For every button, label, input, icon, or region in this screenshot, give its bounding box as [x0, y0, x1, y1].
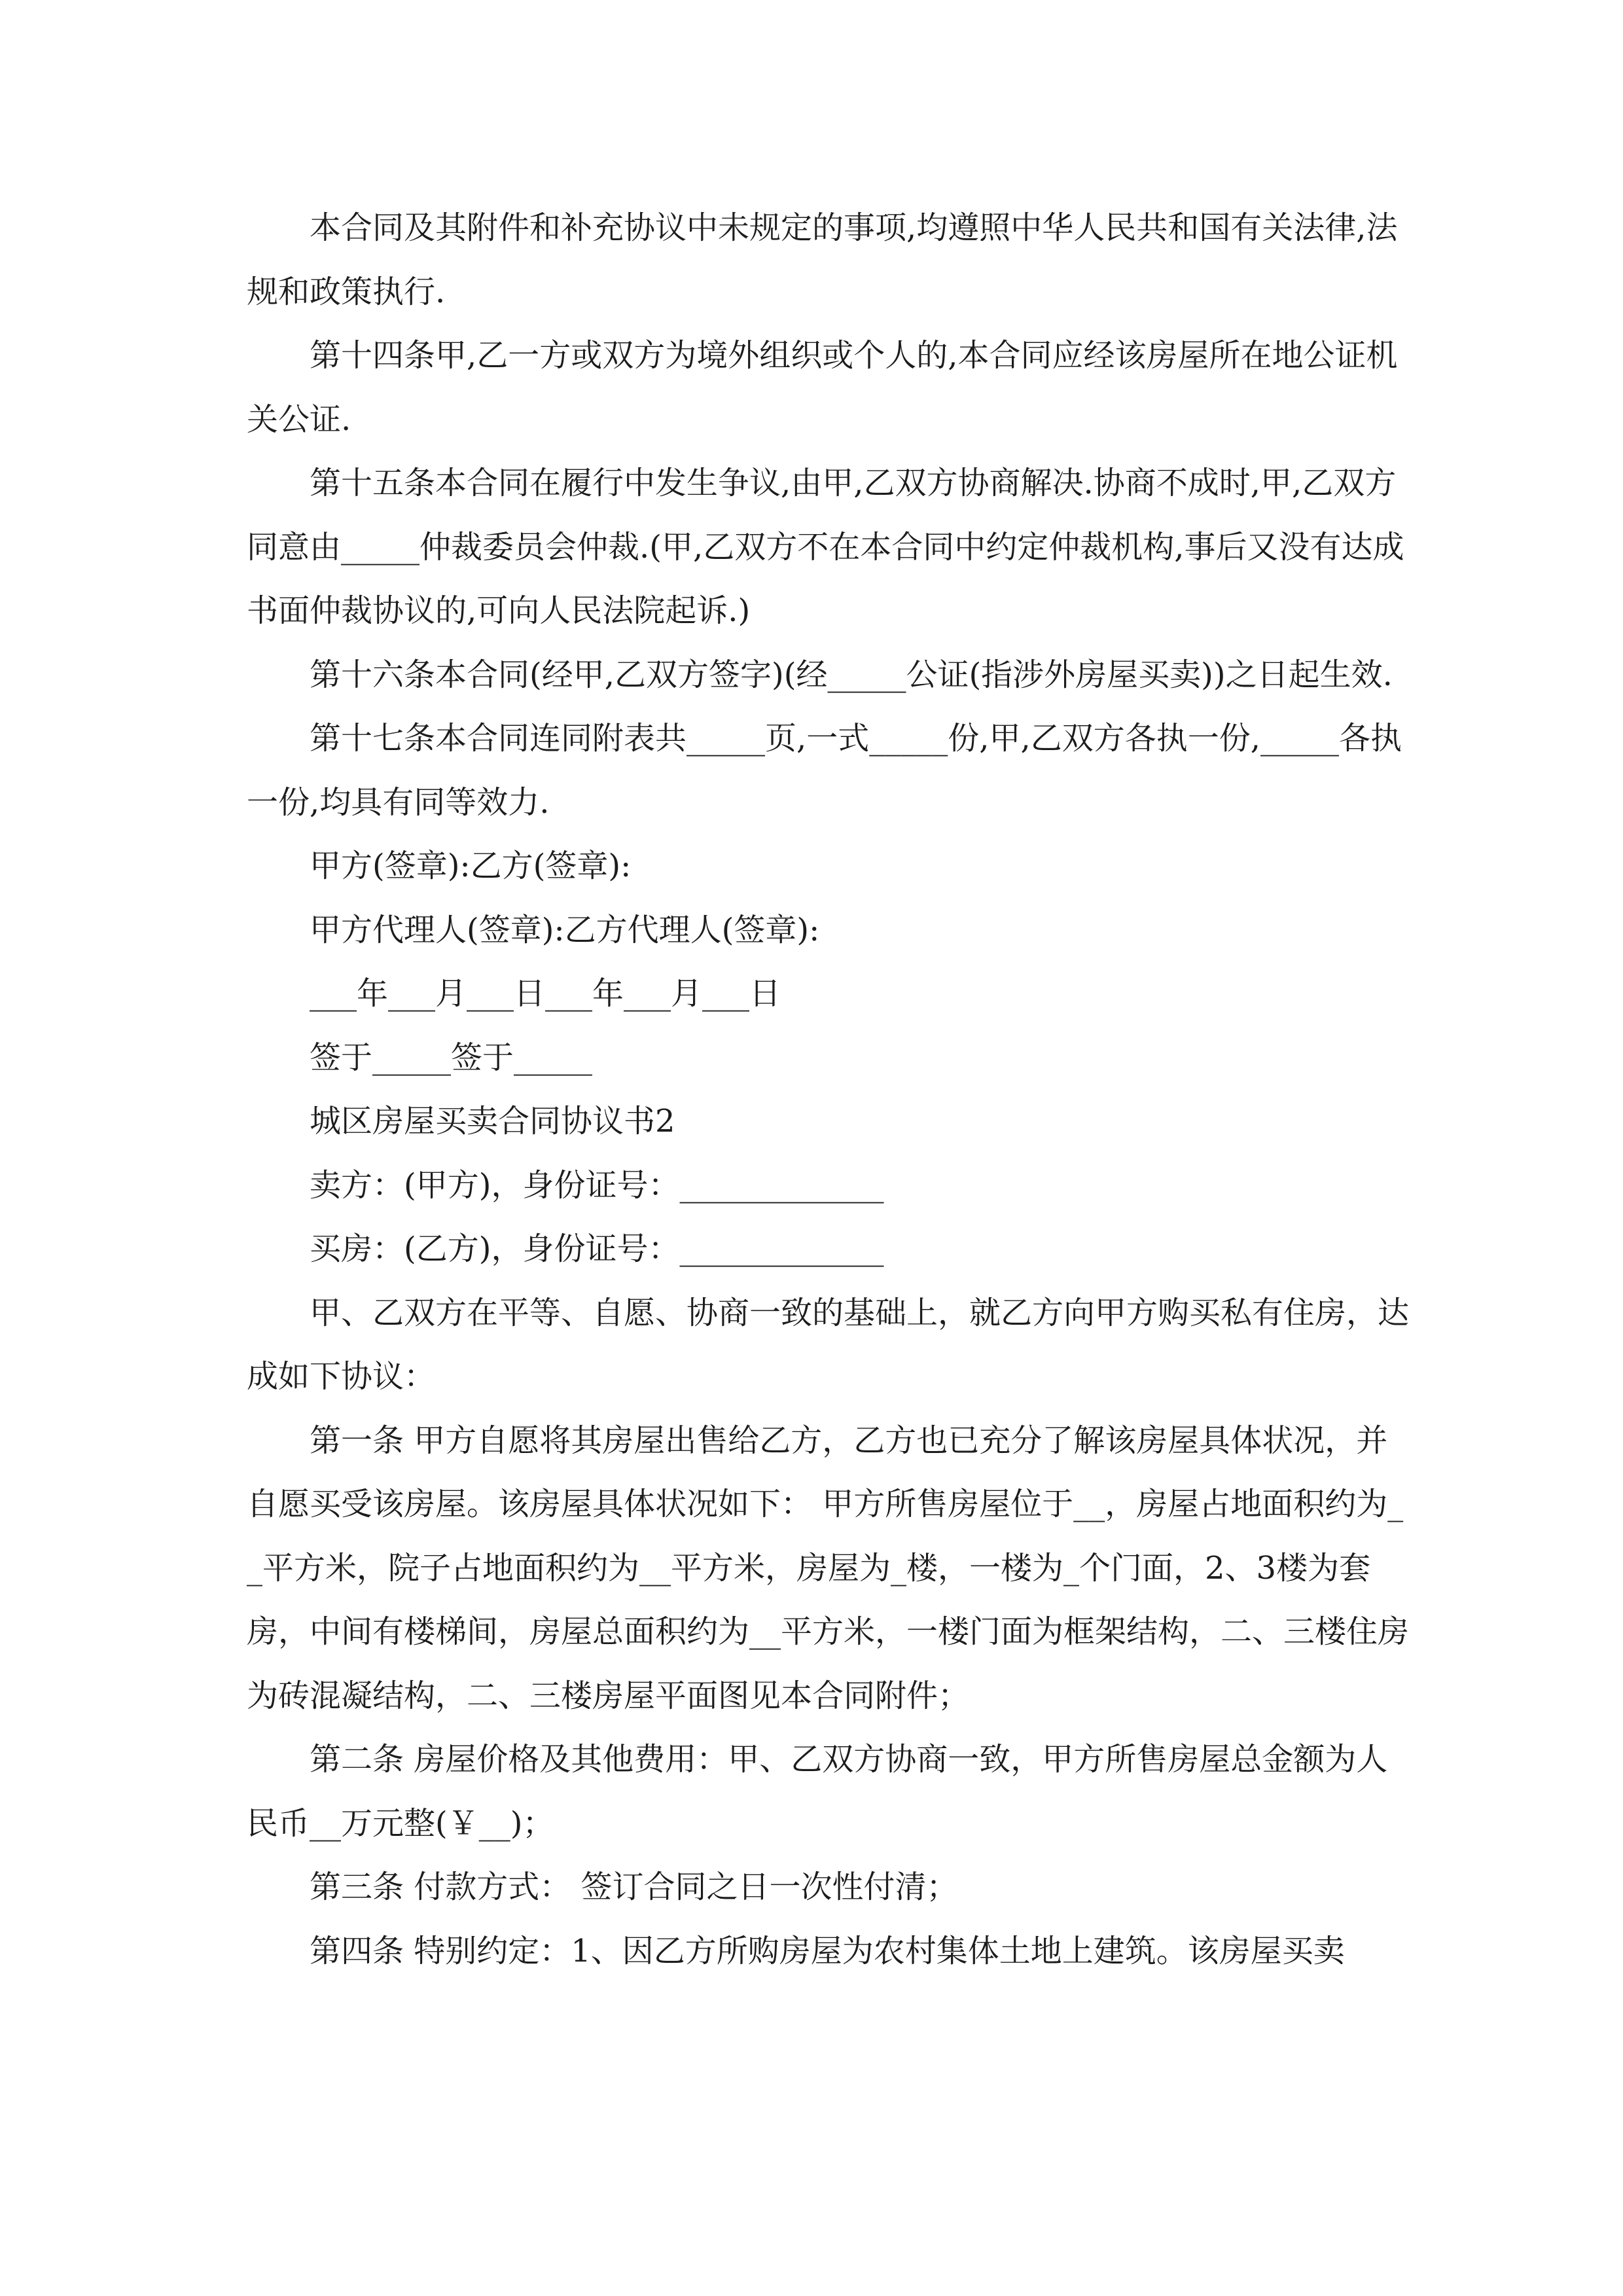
paragraph-preamble: 甲、乙双方在平等、自愿、协商一致的基础上，就乙方向甲方购买私有住房，达成如下协议：	[247, 1294, 1410, 1395]
agreement-title: 城区房屋买卖合同协议书2	[310, 1103, 675, 1139]
paragraph-article-1: 第一条 甲方自愿将其房屋出售给乙方，乙方也已充分了解该房屋具体状况，并自愿买受该房屋。该房屋具体状况如下： 甲方所售房屋位于__，房屋占地面积约为__平方米，院子占地面积约为__平方米，房屋为_楼，一楼为_个门面，2、3楼为套房，中间有楼梯间，房屋总面积约为__平方米，一楼门面为框架结构，二、三楼住房为砖混凝结构，二、三楼房屋平面图见本合同附件；	[247, 1422, 1410, 1714]
paragraph-article-4: 第四条 特别约定：1、因乙方所购房屋为农村集体土地上建筑。该房屋买卖	[310, 1932, 1345, 1969]
document-body	[247, 196, 1412, 1983]
paragraph-article-15: 第十五条本合同在履行中发生争议,由甲,乙双方协商解决.协商不成时,甲,乙双方同意由_____仲裁委员会仲裁.(甲,乙双方不在本合同中约定仲裁机构,事后又没有达成书面仲裁协议的,可向人民法院起诉.)	[247, 465, 1404, 629]
seller-line: 卖方：(甲方)，身份证号：_____________	[310, 1166, 884, 1204]
paragraph-article-2: 第二条 房屋价格及其他费用：甲、乙双方协商一致，甲方所售房屋总金额为人民币__万元整(￥__)；	[247, 1741, 1388, 1842]
paragraph-article-14: 第十四条甲,乙一方或双方为境外组织或个人的,本合同应经该房屋所在地公证机关公证.	[247, 337, 1398, 438]
signature-line-agents: 甲方代理人(签章):乙方代理人(签章):	[310, 911, 820, 948]
signature-line-parties: 甲方(签章):乙方(签章):	[310, 848, 632, 884]
paragraph-article-3: 第三条 付款方式： 签订合同之日一次性付清；	[310, 1869, 958, 1905]
date-line: ___年___月___日___年___月___日	[310, 975, 781, 1012]
buyer-line: 买房：(乙方)，身份证号：_____________	[310, 1230, 884, 1267]
signed-at-line: 签于_____签于_____	[310, 1039, 593, 1076]
paragraph-supplementary-matters: 本合同及其附件和补充协议中未规定的事项,均遵照中华人民共和国有关法律,法规和政策执行.	[247, 209, 1398, 310]
paragraph-article-17: 第十七条本合同连同附表共_____页,一式_____份,甲,乙双方各执一份,_____各执一份,均具有同等效力.	[247, 720, 1402, 821]
paragraph-article-16: 第十六条本合同(经甲,乙双方签字)(经_____公证(指涉外房屋买卖))之日起生效.	[310, 656, 1393, 693]
